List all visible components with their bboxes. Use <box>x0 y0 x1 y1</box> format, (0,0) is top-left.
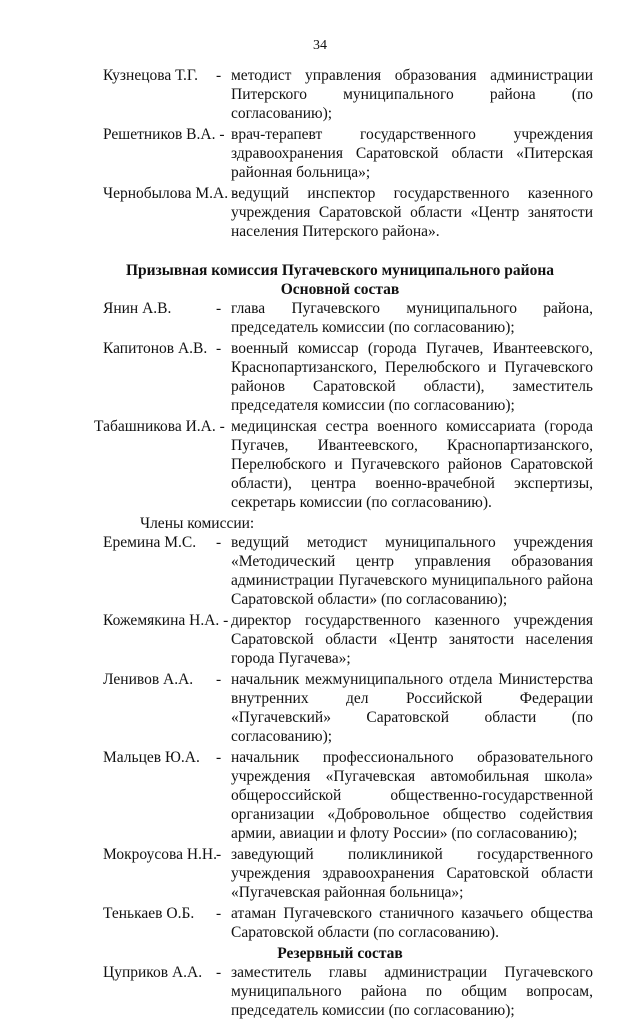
list-item <box>0 845 640 902</box>
person-role: атаман Пугачевского станичного казачьего общества Саратовской области (по согласованию). <box>231 905 593 941</box>
person-name: Кузнецова Т.Г. <box>103 67 199 84</box>
person-name: Капитонов А.В. <box>103 340 208 357</box>
list-item <box>0 904 640 942</box>
list-item <box>0 748 640 843</box>
dash: - <box>216 300 222 317</box>
person-role: военный комиссар (города Пугачев, Ивантеевского, Краснопартизанского, Перелюбского и Пугачевского районов Саратовской области), заместитель председателя комиссии (по согласованию); <box>231 340 593 414</box>
list-item <box>0 533 640 609</box>
list-item <box>0 417 640 512</box>
person-role: врач-терапевт государственного учреждения здравоохранения Саратовской области «Питерская районная больница»; <box>231 126 593 181</box>
person-role: методист управления образования администрации Питерского муниципального района (по согласованию); <box>231 67 593 122</box>
person-name: Ленивов А.А. <box>103 671 194 688</box>
dash: - <box>216 846 222 863</box>
reserve-composition-title: Резервный состав <box>277 945 403 962</box>
person-role: заместитель главы администрации Пугачевского муниципального района по общим вопросам, председатель комиссии (по согласованию); <box>231 964 593 1019</box>
person-role: глава Пугачевского муниципального района, председатель комиссии (по согласованию); <box>231 300 593 336</box>
dash: - <box>216 67 222 84</box>
list-item <box>0 125 640 182</box>
members-label: Члены комиссии: <box>140 515 255 532</box>
person-name: Еремина М.С. <box>103 534 197 551</box>
dash: - <box>216 671 222 688</box>
person-role: медицинская сестра военного комиссариата (города Пугачев, Ивантеевского, Краснопартизанского, Перелюбского и Пугачевского районов Саратовской области), центра военно-врачебной экспертизы, секретарь комиссии (по согласованию). <box>231 418 593 511</box>
person-name: Тенькаев О.Б. <box>103 905 195 922</box>
person-name: Мальцев Ю.А. <box>103 749 200 766</box>
main-composition-title: Основной состав <box>280 281 400 298</box>
list-item <box>0 339 640 415</box>
person-name: Янин А.В. <box>103 300 172 317</box>
person-role: ведущий методист муниципального учреждения «Методический центр управления образования администрации Пугачевского муниципального района Саратовской области» (по согласованию); <box>231 534 593 608</box>
dash: - <box>216 964 222 981</box>
list-item <box>0 299 640 337</box>
person-role: директор государственного казенного учреждения Саратовской области «Центр занятости населения города Пугачева»; <box>231 612 593 667</box>
list-item <box>0 66 640 123</box>
person-name: Мокроусова Н.Н. <box>103 846 217 863</box>
page-number: 34 <box>313 38 327 53</box>
person-role: начальник межмуниципального отдела Министерства внутренних дел Российской Федерации «Пугачевский» Саратовской области (по согласованию); <box>231 671 593 745</box>
person-name: Чернобылова М.А. - <box>103 185 238 202</box>
person-role: заведующий поликлиникой государственного учреждения здравоохранения Саратовской области «Пугачевская районная больница»; <box>231 846 593 901</box>
person-role: начальник профессионального образовательного учреждения «Пугачевская автомобильная школа» общероссийской общественно-государственной организации «Добровольное общество содействия армии, авиации и флоту России» (по согласованию); <box>231 749 593 842</box>
list-item <box>0 670 640 746</box>
person-name: Табашникова И.А. - <box>94 418 225 435</box>
list-item <box>0 184 640 241</box>
list-item <box>0 611 640 668</box>
person-role: ведущий инспектор государственного казенного учреждения Саратовской области «Центр занятости населения Питерского района». <box>231 185 593 240</box>
dash: - <box>216 340 222 357</box>
person-name: Цуприков А.А. <box>103 964 203 981</box>
person-name: Кожемякина Н.А. - <box>103 612 229 629</box>
commission-title: Призывная комиссия Пугачевского муниципального района <box>125 262 555 279</box>
person-name: Решетников В.А. - <box>103 126 225 143</box>
dash: - <box>216 534 222 551</box>
dash: - <box>216 905 222 922</box>
dash: - <box>216 749 222 766</box>
list-item <box>0 963 640 1020</box>
document-body <box>0 66 640 1022</box>
